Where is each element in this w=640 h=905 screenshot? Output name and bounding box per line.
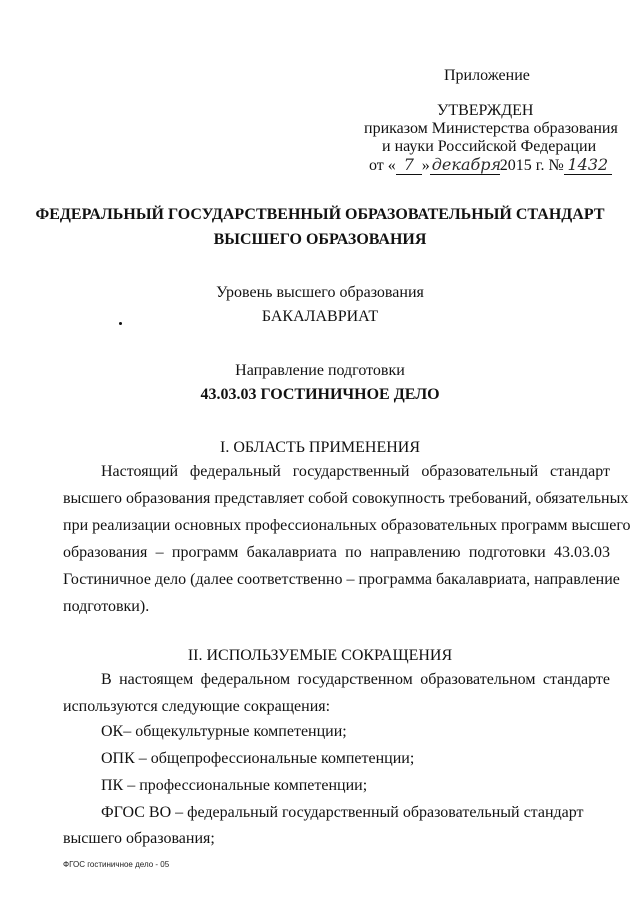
abbreviation-item: ОК– общекультурные компетенции; xyxy=(101,723,347,740)
direction-value: 43.03.03 ГОСТИНИЧНОЕ ДЕЛО xyxy=(200,386,440,403)
section-1-paragraph xyxy=(63,458,631,620)
paragraph-line: образования – программ бакалавриата по направлению подготовки 43.03.03 xyxy=(63,544,610,561)
paragraph-line: используются следующие сокращения: xyxy=(63,698,331,715)
order-line-1: приказом Министерства образования xyxy=(364,120,618,137)
order-date-line xyxy=(369,155,612,175)
paragraph-line: Гостиничное дело (далее соответственно – программа бакалавриата, направление xyxy=(63,571,620,588)
level-label: Уровень высшего образования xyxy=(216,284,424,301)
paragraph-line: при реализации основных профессиональных образовательных программ высшего xyxy=(63,517,631,534)
paragraph-line: Настоящий федеральный государственный образовательный стандарт xyxy=(101,463,610,480)
standard-title-line-1: ФЕДЕРАЛЬНЫЙ ГОСУДАРСТВЕННЫЙ ОБРАЗОВАТЕЛЬНЫЙ СТАНДАРТ xyxy=(35,206,605,223)
paragraph-line: подготовки). xyxy=(63,598,150,615)
appendix-label: Приложение xyxy=(444,67,530,84)
section-2-intro xyxy=(63,666,610,720)
date-month-handwritten: декабря xyxy=(431,155,502,174)
section-2-heading: II. ИСПОЛЬЗУЕМЫЕ СОКРАЩЕНИЯ xyxy=(187,647,453,664)
standard-title-line-2: ВЫСШЕГО ОБРАЗОВАНИЯ xyxy=(213,231,427,248)
stray-dot xyxy=(119,322,122,325)
approved-label: УТВЕРЖДЕН xyxy=(437,102,534,119)
section-1-heading: I. ОБЛАСТЬ ПРИМЕНЕНИЯ xyxy=(219,439,421,456)
direction-label: Направление подготовки xyxy=(235,362,405,379)
date-prefix: от « xyxy=(369,157,396,174)
abbreviation-item: ФГОС ВО – федеральный государственный образовательный стандарт xyxy=(101,804,584,821)
order-number-handwritten: 1432 xyxy=(564,155,612,175)
abbreviation-continuation: высшего образования; xyxy=(63,830,215,847)
abbreviation-item: ОПК – общепрофессиональные компетенции; xyxy=(101,750,415,767)
date-mid: » xyxy=(421,157,430,174)
abbreviation-item: ПК – профессиональные компетенции; xyxy=(101,777,368,794)
paragraph-line: В настоящем федеральном государственном образовательном стандарте xyxy=(101,671,610,688)
date-day-handwritten: 7 xyxy=(396,155,422,175)
paragraph-line: высшего образования представляет собой совокупность требований, обязательных xyxy=(63,490,629,507)
page-footer: ФГОС гостиничное дело - 05 xyxy=(63,860,170,869)
level-value: БАКАЛАВРИАТ xyxy=(261,308,379,325)
order-line-2: и науки Российской Федерации xyxy=(382,138,597,155)
date-year: 2015 г. № xyxy=(499,157,564,174)
